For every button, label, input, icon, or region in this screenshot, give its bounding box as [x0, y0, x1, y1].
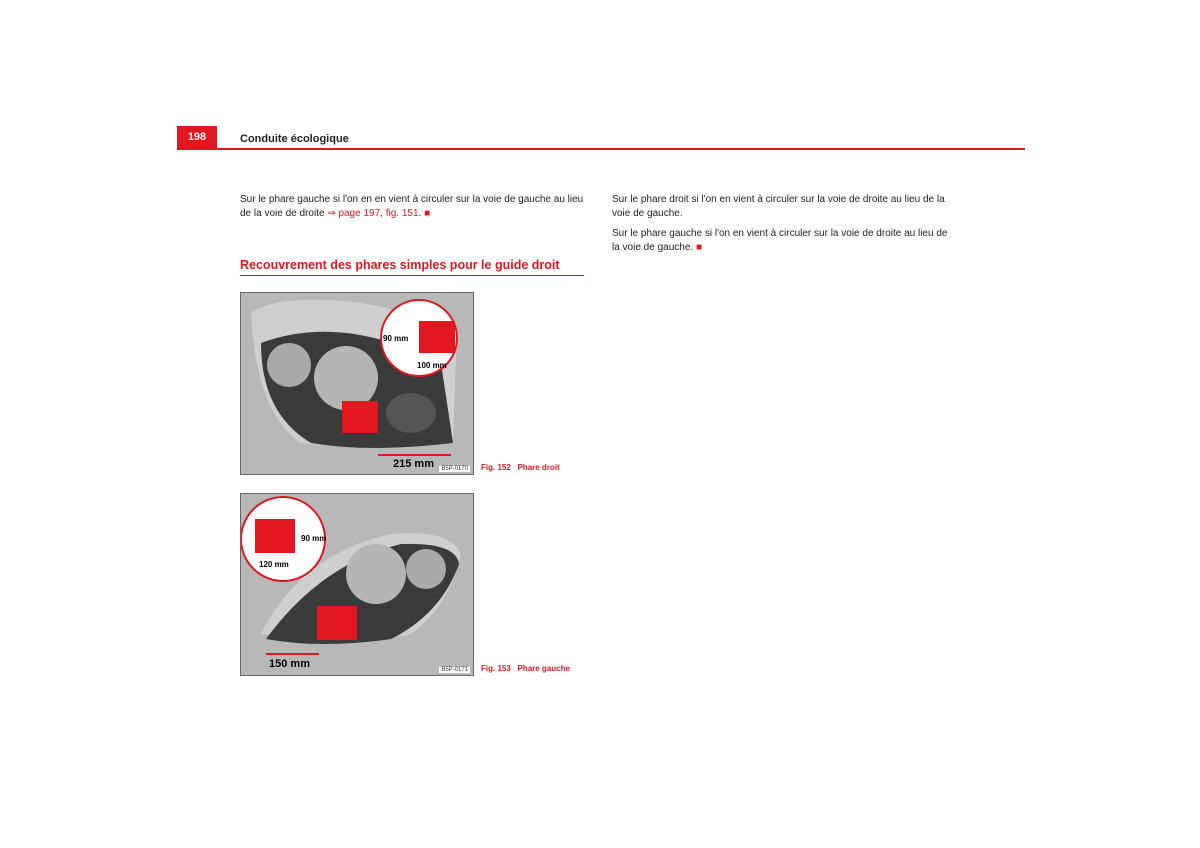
right-paragraphs — [612, 193, 972, 255]
period: . — [418, 208, 422, 219]
figure-152-caption — [481, 463, 560, 472]
page-number: 198 — [177, 126, 217, 148]
figure-code: B5P-0171 — [441, 667, 468, 673]
caption-number: Fig. 153 — [481, 664, 511, 673]
fig152-distance-label: 215 mm — [393, 458, 434, 470]
left-paragraph — [240, 193, 590, 221]
right-p1-line2: voie de gauche. — [612, 208, 683, 219]
left-line-1: Sur le phare gauche si l'on en en vient à circuler sur la voie de gauche au lieu — [240, 194, 584, 205]
figure-153-caption — [481, 664, 570, 673]
header-rule — [177, 148, 1025, 150]
fig153-width-label: 120 mm — [259, 560, 289, 569]
fig152-height-label: 90 mm — [383, 334, 409, 343]
caption-number: Fig. 152 — [481, 463, 511, 472]
page-title: Conduite écologique — [240, 133, 349, 145]
figure-152-image — [240, 292, 474, 475]
caption-text: Phare gauche — [517, 664, 570, 673]
right-p2-line2: la voie de gauche. — [612, 242, 694, 253]
figure-153-image — [240, 493, 474, 676]
section-heading: Recouvrement des phares simples pour le guide droit — [240, 258, 584, 276]
end-marker-icon: ■ — [424, 208, 431, 219]
headlight-right-illustration — [241, 293, 473, 474]
headlight-left-illustration — [241, 494, 473, 675]
right-p1-line1: Sur le phare droit si l'on en vient à circuler sur la voie de droite au lieu de la — [612, 194, 945, 205]
end-marker-icon: ■ — [695, 242, 702, 253]
figure-code: B5P-0170 — [441, 466, 468, 472]
left-line-2: de la voie de droite — [240, 208, 328, 219]
figure-link[interactable]: ⇒ page 197, fig. 151 — [327, 208, 419, 219]
caption-text: Phare droit — [517, 463, 560, 472]
right-p2-line1: Sur le phare gauche si l'on en vient à circuler sur la voie de droite au lieu de — [612, 228, 948, 239]
fig152-width-label: 100 mm — [417, 361, 447, 370]
fig153-height-label: 90 mm — [301, 534, 327, 543]
fig153-distance-label: 150 mm — [269, 658, 310, 670]
